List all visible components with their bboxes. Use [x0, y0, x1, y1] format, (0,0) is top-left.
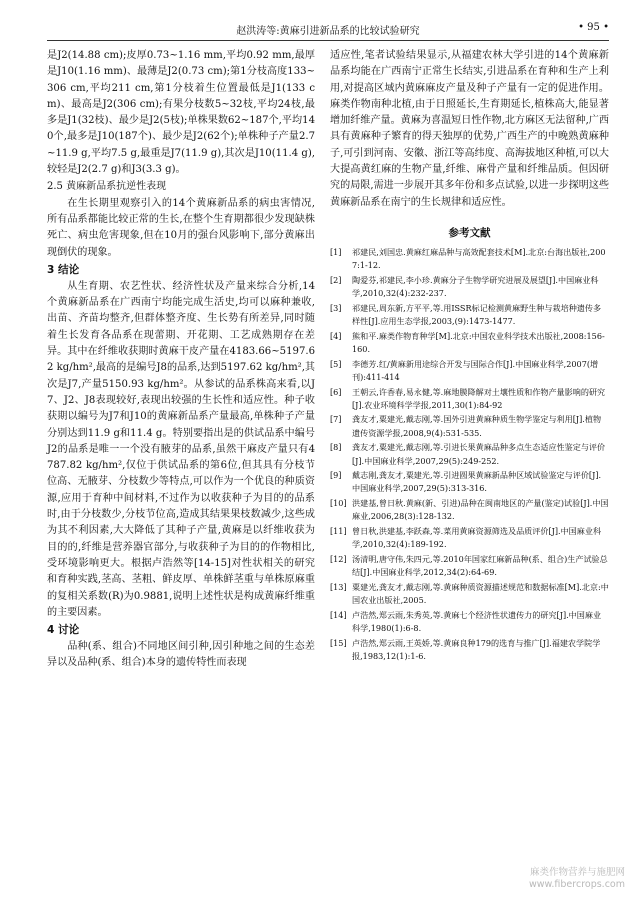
reference-item	[330, 330, 609, 356]
reference-number: [14]	[330, 609, 347, 620]
reference-item	[330, 581, 609, 607]
reference-number: [6]	[330, 386, 342, 397]
reference-item	[330, 413, 609, 439]
reference-item	[330, 358, 609, 384]
reference-number: [8]	[330, 442, 342, 453]
header-rule	[47, 40, 609, 41]
reference-number: [11]	[330, 526, 347, 537]
running-header	[47, 22, 609, 38]
reference-text: 戴志刚,龚友才,粟建光,等.引进圆果黄麻新品种区域试验鉴定与评价[J].中国麻业科学,2007,29(5):313-316.	[352, 470, 602, 494]
section-3-heading: 3 结论	[47, 263, 80, 276]
paragraph-continued: 是J2(14.88 cm);皮厚0.73~1.16 mm,平均0.92 mm,最厚是J10(1.16 mm)、最薄是J2(0.73 cm);第1分枝高度133~306 cm,平均211 cm,第1分枝着生位置最低是J1(133 cm)、最高是J2(306 cm);有果分枝数5~32枝,平均24枝,最多是J1(32枝)、最少是J2(5枝);单株果数62~187个,平均140个,最多是J10(187个)、最少是J2(62个);单株种子产量2.7~11.9 g,平均7.5 g,最重是J7(11.9 g),其次是J10(11.4 g),较轻是J2(2.7 g)和J3(3.3 g)。	[47, 50, 315, 176]
reference-text: 龚友才,粟建光,戴志刚,等.引进长果黄麻品种多点生态适应性鉴定与评价[J].中国麻业科学,2007,29(5):249-252.	[352, 442, 606, 466]
references-title: 参考文献	[448, 226, 491, 239]
reference-item	[330, 274, 609, 300]
left-column	[47, 48, 315, 672]
reference-number: [1]	[330, 246, 342, 257]
reference-item	[330, 609, 609, 635]
reference-item	[330, 246, 609, 272]
reference-item	[330, 553, 609, 579]
section-4-body: 品种(系、组合)不同地区间引种,因引种地之间的生态差异以及品种(系、组合)本身的遗传特性而表现	[47, 641, 315, 669]
reference-text: 洪建基,曾日秋.黄麻(新、引进)品种在闽南地区的产量(鉴定)试验[J].中国麻业,2006,28(3):128-132.	[352, 498, 609, 522]
reference-number: [12]	[330, 553, 347, 564]
reference-item	[330, 302, 609, 328]
watermark-line-1: 麻类作物营养与施肥网	[529, 867, 625, 878]
reference-text: 王朝云,许香春,易永健,等.麻地膜降解对土壤性质和作物产量影响的研究[J].农业环境科学学报,2011,30(1):84-92	[352, 386, 606, 410]
reference-text: 曾日秋,洪建基,李跃森,等.菜用黄麻资源筛选及品质评价[J].中国麻业科学,2010,32(4):189-192.	[352, 526, 602, 550]
reference-item	[330, 637, 609, 663]
reference-text: 李德芳.红/黄麻新用途综合开发与国际合作[J].中国麻业科学,2007(增刊):411-414	[352, 358, 599, 382]
reference-text: 祁建民,刘国忠.黄麻红麻品种与高效配套技术[M].北京:台海出版社,2007:1-12.	[352, 246, 606, 271]
reference-item	[330, 525, 609, 551]
reference-number: [15]	[330, 637, 347, 648]
reference-text: 粟建光,龚友才,戴志刚,等.黄麻种质资源描述规范和数据标准[M].北京:中国农业出版社,2005.	[352, 581, 609, 606]
section-2-5-heading: 2.5 黄麻新品系抗逆性表现	[47, 181, 167, 193]
reference-number: [7]	[330, 414, 342, 425]
reference-number: [5]	[330, 358, 342, 369]
reference-number: [2]	[330, 274, 342, 285]
reference-text: 卢浩然,郑云雨,朱秀英,等.黄麻七个经济性状遗传力的研究[J].中国麻业科学,1980(1):6-8.	[352, 609, 602, 633]
reference-number: [10]	[330, 498, 347, 509]
reference-text: 祁建民,周东新,方平平,等.用ISSR标记检测黄麻野生种与栽培种遗传多样性[J].应用生态学报,2003,(9):1473-1477.	[352, 302, 602, 326]
reference-text: 陶爱芬,祁建民,李小珍.黄麻分子生物学研究进展及展望[J].中国麻业科学,2010,32(4):232-237.	[352, 274, 599, 299]
running-title: 赵洪涛等:黄麻引进新品系的比较试验研究	[236, 26, 420, 37]
reference-number: [3]	[330, 302, 342, 313]
section-4-heading: 4 讨论	[47, 624, 80, 637]
watermark-line-2: www.fibercrops.com	[528, 879, 625, 890]
watermark	[529, 867, 625, 891]
reference-text: 熊和平.麻类作物育种学[M].北京:中国农业科学技术出版社,2008:156-160.	[352, 330, 605, 354]
right-column	[330, 48, 609, 665]
reference-list	[330, 246, 609, 663]
reference-item	[330, 497, 609, 523]
reference-text: 龚友才,粟建光,戴志刚,等.国外引进黄麻种质生物学鉴定与利用[J].植物遗传资源学报,2008,9(4):531-535.	[352, 414, 602, 438]
reference-item	[330, 386, 609, 412]
reference-number: [13]	[330, 581, 347, 592]
reference-number: [9]	[330, 470, 342, 481]
reference-item	[330, 469, 609, 495]
reference-text: 汤清明,唐守伟,朱四元,等.2010年国家红麻新品种(系、组合)生产试验总结[J].中国麻业科学,2012,34(2):64-69.	[352, 553, 608, 578]
reference-number: [4]	[330, 330, 342, 341]
page-number: • 95 •	[578, 22, 609, 33]
section-2-5-body: 在生长期里观察引入的14个黄麻新品系的病虫害情况,所有品系都能比较正常的生长,在整个生育期都很少发现缺株死亡、病虫危害现象,但在10月的强台风影响下,部分黄麻出现倒伏的现象。	[47, 197, 315, 258]
section-3-body: 从生育期、农艺性状、经济性状及产量来综合分析,14个黄麻新品系在广西南宁均能完成生活史,均可以麻种兼收,出苗、齐苗均整齐,但群体整齐度、生长势有所差异,同时随着生长发育各品系在现蕾期、开花期、工艺成熟期存在差异。其中在纤维收获期时黄麻干皮产量在4183.66~5197.62 kg/hm²,最高的是编号J8的品系,达到5197.62 kg/hm²,其次是J7,产量5150.93 kg/hm²。从参试的品系株高来看,以J7、J2、J8表现较好,表现出较强的生长性和适应性。种子收获期以编号为J7和J10的黄麻新品系产量最高,单株种子产量分别达到11.9 g和11.4 g。特别要指出是的供试品系中编号J2的品系是唯一一个没有腋芽的品系,虽然干麻皮产量只有4787.82 kg/hm²,仅位于供试品系的第6位,但其具有分枝节位高、无腋芽、分枝数少等特点,可以作为一个优良的种质资源,应用于育种中间材料,不过作为以收获种子为目的的品系时,由于分枝数少,分枝节位高,造成其结果果枝数减少,这些成为其不利因素,大大降低了其种子产量,黄麻是以纤维收获为目的的,纤维是营养器官部分,与收获种子为目的的作物相比,受环境影响更大。根据卢浩然等[14-15]对性状相关的研究和育种实践,茎高、茎粗、鲜皮厚、单株鲜茎重与单株原麻重的复相关系数(R)为0.9881,说明上述性状是构成黄麻纤维重的主要因素。	[47, 280, 315, 618]
discussion-continued: 适应性,笔者试验结果显示,从福建农林大学引进的14个黄麻新品系均能在广西南宁正常生长结实,引进品系在育种和生产上利用,对提高区域内黄麻麻皮产量及种子产量有一定的促进作用。麻类作物南种北植,由于日照延长,生育期延长,植株高大,能显著增加纤维产量。黄麻为喜温短日性作物,北方麻区无法留种,广西具有黄麻种子繁育的得天独厚的优势,广西生产的中晚熟黄麻种子,可引到河南、安徽、浙江等高纬度、高海拔地区种植,可以大大提高黄红麻的生物产量,纤维、麻骨产量和纤维品质。但因研究的局限,需进一步展开其多年份和多点试验,以进一步探明这些黄麻新品系在南宁的生长规律和适应性。	[330, 50, 609, 208]
reference-text: 卢浩然,郑云雨,王英娇,等.黄麻良种179的选育与推广[J].福建农学院学报,1983,12(1):1-6.	[352, 637, 601, 661]
reference-item	[330, 441, 609, 467]
